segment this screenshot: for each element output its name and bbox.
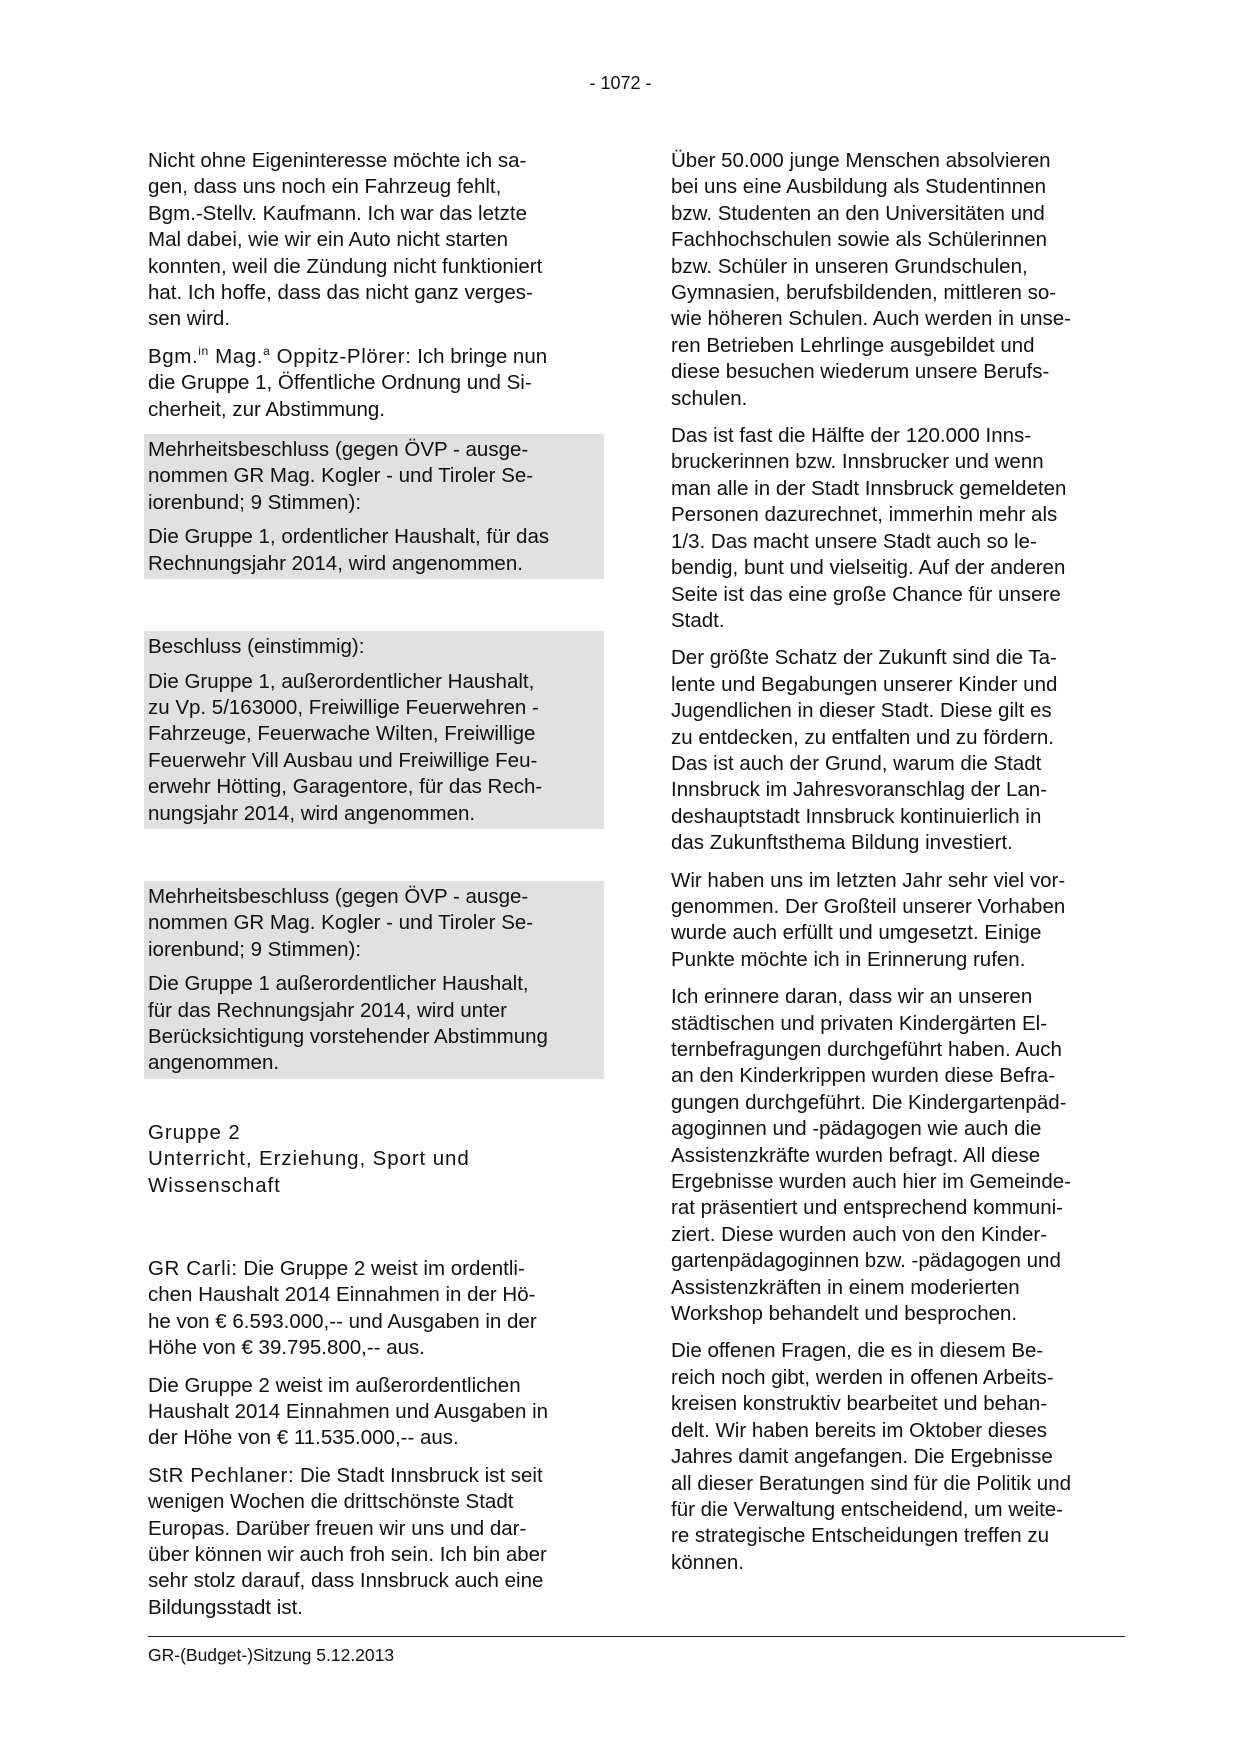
paragraph-text: Die Gruppe 2 weist im ordentli- chen Haushalt 2014 Einnahmen in der Hö- he von € 6.593.000,-- und Ausgaben in der Höhe von € 39.795.800,-- aus.	[148, 1257, 537, 1360]
paragraph: Die Gruppe 2 weist im außerordentlichen Haushalt 2014 Einnahmen und Ausgaben in der Höhe von € 11.535.000,-- aus.	[148, 1373, 549, 1450]
page-number: - 1072 -	[589, 73, 652, 93]
speaker-name: Bgm.$^{in}$ Mag.$^a$ Oppitz-Plörer:	[148, 343, 412, 368]
paragraph: Über 50.000 junge Menschen absolvieren bei uns eine Ausbildung als Studentinnen bzw. Studenten an den Universitäten und Fachhochschulen sowie als Schülerinnen bzw. Schüler in unseren Grundschulen, Gymnasien, berufsbildenden, mittleren so- wie höheren Schulen. Auch werden in unse- ren Betrieben Lehrlinge ausgebildet und diese besuchen wiederum unsere Berufs- schulen.	[671, 149, 1072, 410]
paragraph: Ich erinnere daran, dass wir an unseren städtischen und privaten Kindergärten El- ternbefragungen durchgeführt haben. Auch an den Kinderkrippen wurden diese Befra- gungen durchgeführt. Die Kindergartenpäd- agoginnen und -pädagogen wie auch die Assistenzkräfte wurden befragt. All diese Ergebnisse wurden auch hier im Gemeinde- rat präsentiert und entsprechend kommuni- ziert. Diese wurden auch von den Kinder- gartenpädagoginnen bzw. -pädagogen und Assistenzkräften in einem moderierten Workshop behandelt und besprochen.	[671, 985, 1071, 1326]
speaker-name: StR Pechlaner:	[148, 1463, 295, 1487]
paragraph-text: Ich bringe nun die Gruppe 1, Öffentliche Ordnung und Si- cherheit, zur Abstimmung.	[148, 344, 548, 421]
resolution-heading: Mehrheitsbeschluss (gegen ÖVP - ausge- nommen GR Mag. Kogler - und Tiroler Se- iorenbund; 9 Stimmen):	[148, 884, 534, 961]
paragraph: Das ist fast die Hälfte der 120.000 Inns- bruckerinnen bzw. Innsbrucker und wenn man alle in der Stadt Innsbruck gemeldeten Personen dazurechnet, immerhin mehr als 1/3. Das macht unsere Stadt auch so le- bendig, bunt und vielseitig. Auf der anderen Seite ist das eine große Chance für unsere Stadt.	[671, 424, 1067, 632]
resolution-text: Die Gruppe 1 außerordentlicher Haushalt, für das Rechnungsjahr 2014, wird unter Berücksichtigung vorstehender Abstimmung angenommen.	[148, 972, 548, 1075]
paragraph-text: Die Stadt Innsbruck ist seit wenigen Wochen die drittschönste Stadt Europas. Darüber freuen wir uns und dar- über können wir auch froh sein. Ich bin aber sehr stolz darauf, dass Innsbruck auch eine Bildungsstadt ist.	[148, 1463, 547, 1619]
left-column	[148, 148, 604, 1632]
resolution-heading: Mehrheitsbeschluss (gegen ÖVP - ausge- nommen GR Mag. Kogler - und Tiroler Se- iorenbund; 9 Stimmen):	[148, 438, 534, 514]
footer-text: GR-(Budget-)Sitzung 5.12.2013	[148, 1645, 395, 1665]
right-column	[671, 148, 1131, 1587]
paragraph	[148, 1256, 604, 1362]
paragraph: Der größte Schatz der Zukunft sind die Ta- lente und Begabungen unserer Kinder und Jugendlichen in dieser Stadt. Diese gilt es zu entdecken, zu entfalten und zu fördern. Das ist auch der Grund, warum die Stadt Innsbruck im Jahresvoranschlag der Lan- deshauptstadt Innsbruck kontinuierlich in das Zukunftsthema Bildung investiert.	[671, 646, 1058, 855]
resolution-text: Die Gruppe 1, außerordentlicher Haushalt, zu Vp. 5/163000, Freiwillige Feuerwehren - Fahrzeuge, Feuerwache Wilten, Freiwillige Feuerwehr Vill Ausbau und Freiwillige Feu- erwehr Hötting, Garagentore, für das Rech- nungsjahr 2014, wird angenommen.	[148, 669, 543, 825]
resolution-heading: Beschluss (einstimmig):	[148, 635, 365, 659]
paragraph: Nicht ohne Eigeninteresse möchte ich sa- gen, dass uns noch ein Fahrzeug fehlt, Bgm.-Stellv. Kaufmann. Ich war das letzte Mal dabei, wie wir ein Auto nicht starten konnten, weil die Zündung nicht funktioniert hat. Ich hoffe, dass das nicht ganz verges- sen wird.	[148, 149, 543, 331]
paragraph	[148, 344, 604, 423]
speaker-name: GR Carli:	[148, 1257, 238, 1280]
paragraph: Die offenen Fragen, die es in diesem Be- reich noch gibt, werden in offenen Arbeits- kreisen konstruktiv bearbeitet und behan- delt. Wir haben bereits im Oktober dieses Jahres damit angefangen. Die Ergebnisse all dieser Beratungen sind für die Politik und für die Verwaltung entscheidend, um weite- re strategische Entscheidungen treffen zu können.	[671, 1339, 1071, 1574]
resolution-text: Die Gruppe 1, ordentlicher Haushalt, für das Rechnungsjahr 2014, wird angenommen.	[148, 525, 550, 575]
footer-divider	[148, 1636, 1125, 1637]
resolution-box	[144, 434, 604, 579]
group-heading: Gruppe 2 Unterricht, Erziehung, Sport und Wissenschaft	[148, 1120, 470, 1197]
paragraph	[148, 1463, 604, 1621]
paragraph: Wir haben uns im letzten Jahr sehr viel vor- genommen. Der Großteil unserer Vorhaben wurde auch erfüllt und umgesetzt. Einige Punkte möchte ich in Erinnerung rufen.	[671, 868, 1066, 971]
resolution-box	[144, 631, 604, 829]
resolution-box	[144, 881, 604, 1079]
